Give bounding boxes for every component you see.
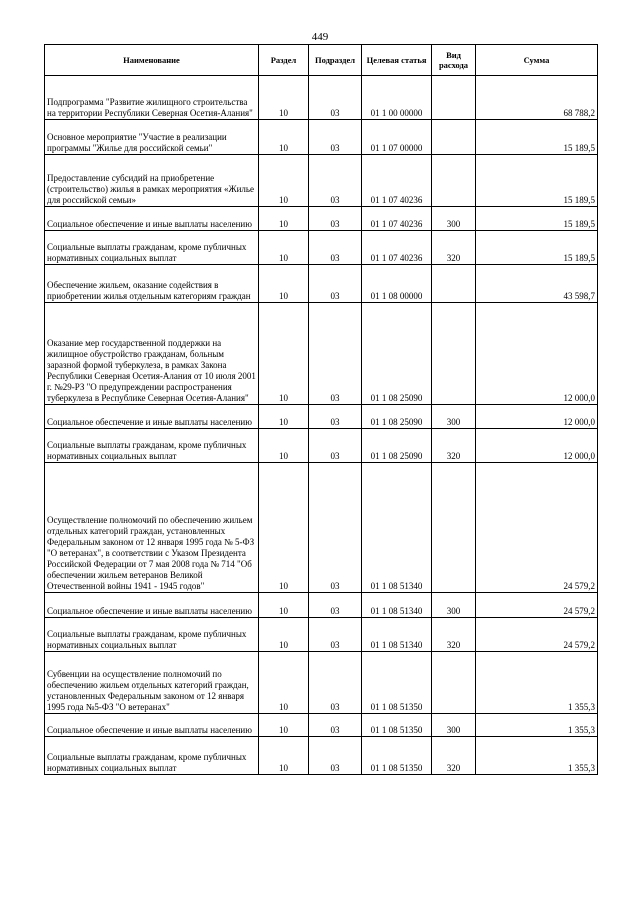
row-name-cell: Осуществление полномочий по обеспечению жильем отдельных категорий граждан, установленных Федеральным законом от 12 января 1995 года № 5-ФЗ "О ветеранах", в соответствии с Указом Президента Российской Федерации от 7 мая 2008 года № 714 "Об обеспечении жильем ветеранов Великой Отечественной войны 1941 - 1945 годов" <box>45 463 259 593</box>
row-name-cell: Оказание мер государственной поддержки на жилищное обустройство гражданам, больным заразной формой туберкулеза, в рамках Закона Республики Северная Осетия-Алания от 10 июля 2001 г. №29-РЗ "О предупреждении распространения туберкулеза в Республике Северная Осетия-Алания" <box>45 303 259 405</box>
row-amount-cell: 12 000,0 <box>476 429 598 463</box>
row-amount-cell: 1 355,3 <box>476 714 598 737</box>
row-target-cell: 01 1 08 25090 <box>362 303 432 405</box>
table-row <box>45 155 598 207</box>
row-subsection-cell: 03 <box>309 714 362 737</box>
row-target-cell: 01 1 08 51340 <box>362 593 432 618</box>
header-target: Целевая статья <box>362 45 432 76</box>
table-row <box>45 714 598 737</box>
row-expense-type-cell: 320 <box>432 231 476 265</box>
table-row <box>45 652 598 714</box>
row-section-cell: 10 <box>259 618 309 652</box>
row-expense-type-cell: 320 <box>432 429 476 463</box>
row-section-cell: 10 <box>259 737 309 775</box>
table-row <box>45 737 598 775</box>
row-section-cell: 10 <box>259 120 309 155</box>
row-name-cell: Подпрограмма "Развитие жилищного строительства на территории Республики Северная Осетия-Алания" <box>45 76 259 120</box>
row-name-cell: Основное мероприятие "Участие в реализации программы "Жилье для российской семьи" <box>45 120 259 155</box>
row-name-cell: Социальные выплаты гражданам, кроме публичных нормативных социальных выплат <box>45 737 259 775</box>
row-amount-cell: 12 000,0 <box>476 405 598 429</box>
row-amount-cell: 24 579,2 <box>476 463 598 593</box>
row-expense-type-cell: 320 <box>432 618 476 652</box>
row-amount-cell: 24 579,2 <box>476 618 598 652</box>
row-section-cell: 10 <box>259 155 309 207</box>
row-target-cell: 01 1 07 40236 <box>362 231 432 265</box>
row-subsection-cell: 03 <box>309 652 362 714</box>
table-row <box>45 207 598 231</box>
row-expense-type-cell <box>432 76 476 120</box>
row-subsection-cell: 03 <box>309 231 362 265</box>
row-expense-type-cell <box>432 463 476 593</box>
row-subsection-cell: 03 <box>309 429 362 463</box>
row-amount-cell: 1 355,3 <box>476 737 598 775</box>
row-section-cell: 10 <box>259 405 309 429</box>
row-subsection-cell: 03 <box>309 405 362 429</box>
row-section-cell: 10 <box>259 303 309 405</box>
row-amount-cell: 15 189,5 <box>476 120 598 155</box>
row-name-cell: Субвенции на осуществление полномочий по обеспечению жильем отдельных категорий граждан, установленных Федеральным законом от 12 января 1995 года №5-ФЗ "О ветеранах" <box>45 652 259 714</box>
row-name-cell: Социальное обеспечение и иные выплаты населению <box>45 405 259 429</box>
row-amount-cell: 15 189,5 <box>476 207 598 231</box>
row-amount-cell: 12 000,0 <box>476 303 598 405</box>
row-target-cell: 01 1 08 51350 <box>362 737 432 775</box>
row-expense-type-cell: 320 <box>432 737 476 775</box>
row-expense-type-cell: 300 <box>432 593 476 618</box>
row-target-cell: 01 1 08 51350 <box>362 714 432 737</box>
row-section-cell: 10 <box>259 593 309 618</box>
row-target-cell: 01 1 00 00000 <box>362 76 432 120</box>
row-section-cell: 10 <box>259 76 309 120</box>
budget-table <box>44 44 598 775</box>
row-target-cell: 01 1 08 51340 <box>362 463 432 593</box>
row-target-cell: 01 1 07 00000 <box>362 120 432 155</box>
row-subsection-cell: 03 <box>309 618 362 652</box>
row-section-cell: 10 <box>259 265 309 303</box>
row-subsection-cell: 03 <box>309 593 362 618</box>
row-target-cell: 01 1 08 25090 <box>362 429 432 463</box>
row-subsection-cell: 03 <box>309 303 362 405</box>
row-expense-type-cell <box>432 155 476 207</box>
table-row <box>45 618 598 652</box>
table-row <box>45 76 598 120</box>
row-amount-cell: 15 189,5 <box>476 155 598 207</box>
row-amount-cell: 24 579,2 <box>476 593 598 618</box>
row-name-cell: Социальные выплаты гражданам, кроме публичных нормативных социальных выплат <box>45 618 259 652</box>
row-name-cell: Социальное обеспечение и иные выплаты населению <box>45 714 259 737</box>
row-expense-type-cell <box>432 303 476 405</box>
header-amount: Сумма <box>476 45 598 76</box>
table-row <box>45 429 598 463</box>
row-name-cell: Социальные выплаты гражданам, кроме публичных нормативных социальных выплат <box>45 231 259 265</box>
row-expense-type-cell: 300 <box>432 207 476 231</box>
row-name-cell: Обеспечение жильем, оказание содействия в приобретении жилья отдельным категориям граждан <box>45 265 259 303</box>
row-name-cell: Социальное обеспечение и иные выплаты населению <box>45 207 259 231</box>
row-section-cell: 10 <box>259 207 309 231</box>
row-section-cell: 10 <box>259 652 309 714</box>
row-target-cell: 01 1 08 25090 <box>362 405 432 429</box>
table-header-row <box>45 45 598 76</box>
row-amount-cell: 68 788,2 <box>476 76 598 120</box>
row-expense-type-cell <box>432 265 476 303</box>
row-subsection-cell: 03 <box>309 120 362 155</box>
row-section-cell: 10 <box>259 231 309 265</box>
row-name-cell: Социальные выплаты гражданам, кроме публичных нормативных социальных выплат <box>45 429 259 463</box>
table-row <box>45 463 598 593</box>
row-expense-type-cell: 300 <box>432 405 476 429</box>
row-section-cell: 10 <box>259 463 309 593</box>
header-section: Раздел <box>259 45 309 76</box>
row-amount-cell: 43 598,7 <box>476 265 598 303</box>
row-target-cell: 01 1 07 40236 <box>362 155 432 207</box>
table-row <box>45 265 598 303</box>
table-row <box>45 593 598 618</box>
table-row <box>45 405 598 429</box>
row-section-cell: 10 <box>259 714 309 737</box>
row-subsection-cell: 03 <box>309 463 362 593</box>
table-row <box>45 303 598 405</box>
row-subsection-cell: 03 <box>309 76 362 120</box>
row-expense-type-cell <box>432 652 476 714</box>
row-subsection-cell: 03 <box>309 737 362 775</box>
header-expense-type: Вид расхода <box>432 45 476 76</box>
row-target-cell: 01 1 07 40236 <box>362 207 432 231</box>
row-section-cell: 10 <box>259 429 309 463</box>
row-expense-type-cell: 300 <box>432 714 476 737</box>
row-subsection-cell: 03 <box>309 155 362 207</box>
row-target-cell: 01 1 08 51350 <box>362 652 432 714</box>
row-subsection-cell: 03 <box>309 207 362 231</box>
row-amount-cell: 1 355,3 <box>476 652 598 714</box>
page-number: 449 <box>311 31 329 43</box>
row-target-cell: 01 1 08 00000 <box>362 265 432 303</box>
row-subsection-cell: 03 <box>309 265 362 303</box>
row-expense-type-cell <box>432 120 476 155</box>
row-name-cell: Социальное обеспечение и иные выплаты населению <box>45 593 259 618</box>
header-subsection: Подраздел <box>309 45 362 76</box>
table-row <box>45 120 598 155</box>
row-name-cell: Предоставление субсидий на приобретение (строительство) жилья в рамках мероприятия «Жилье для российской семьи» <box>45 155 259 207</box>
row-amount-cell: 15 189,5 <box>476 231 598 265</box>
header-name: Наименование <box>45 45 259 76</box>
table-row <box>45 231 598 265</box>
row-target-cell: 01 1 08 51340 <box>362 618 432 652</box>
